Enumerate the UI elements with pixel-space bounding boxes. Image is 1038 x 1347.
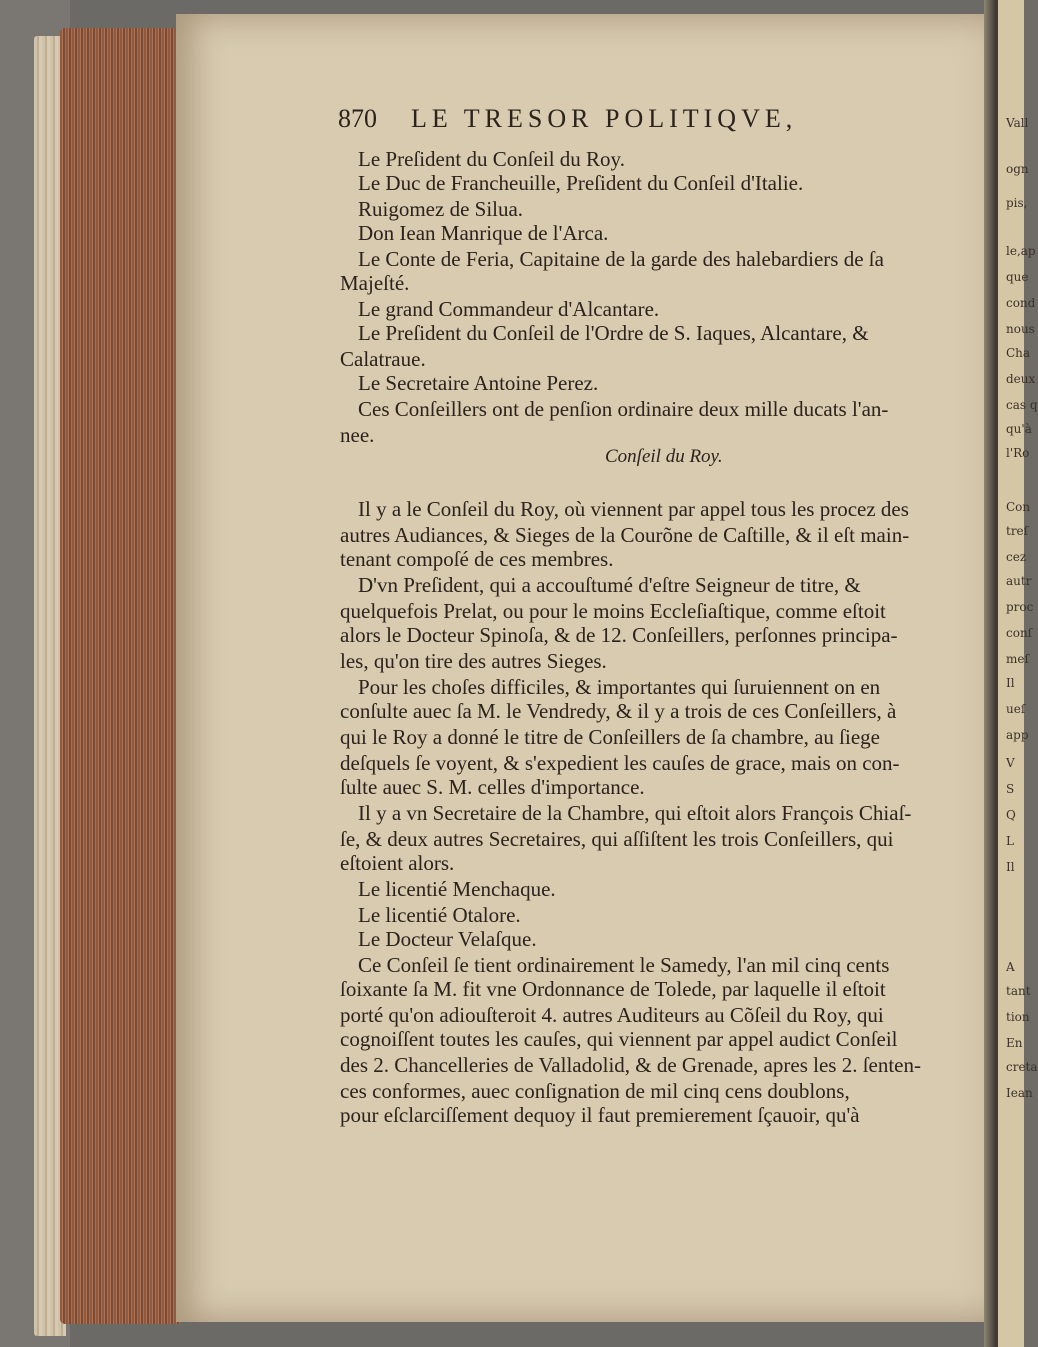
text-line: D'vn Preſident, qui a accouſtumé d'eſtre Seigneur de titre, & — [358, 573, 861, 597]
text-line: Le Preſident du Conſeil de l'Ordre de S. Iaques, Alcantare, & — [358, 321, 869, 345]
facing-fragment: Cha — [1006, 346, 1031, 360]
facing-fragment: autr — [1006, 574, 1032, 588]
facing-fragment: ueſ — [1006, 702, 1026, 716]
text-line: nee. — [340, 423, 375, 447]
text-line: conſulte auec ſa M. le Vendredy, & il y a trois de ces Conſeillers, à — [340, 699, 897, 723]
text-line: ſulte auec S. M. celles d'importance. — [340, 775, 645, 799]
text-line: Le Conte de Feria, Capitaine de la garde des halebardiers de ſa — [358, 247, 884, 271]
text-line: quelquefois Prelat, ou pour le moins Eccleſiaſtique, comme eſtoit — [340, 599, 886, 623]
text-line: Il y a le Conſeil du Roy, où viennent par appel tous les procez des — [358, 497, 909, 521]
text-line: Le licentié Menchaque. — [358, 877, 556, 901]
text-line: porté qu'on adiouſteroit 4. autres Auditeurs au Cõſeil du Roy, qui — [340, 1003, 884, 1027]
text-line: Ruigomez de Silua. — [358, 197, 524, 221]
text-line: Majeſté. — [340, 271, 410, 295]
text-line: ſe, & deux autres Secretaires, qui aſſiſtent les trois Conſeillers, qui — [340, 827, 894, 851]
facing-fragment: conſ — [1006, 626, 1033, 640]
text-line: Le Docteur Velaſque. — [358, 927, 537, 951]
text-line: les, qu'on tire des autres Sieges. — [340, 649, 607, 673]
facing-fragment: treſ — [1006, 524, 1029, 538]
text-line: des 2. Chancelleries de Valladolid, & de Grenade, apres les 2. ſenten- — [340, 1053, 921, 1077]
facing-fragment: qu'à — [1006, 422, 1032, 436]
facing-fragment: meſ — [1006, 652, 1029, 666]
text-line: ces conformes, auec conſignation de mil cinq cens doublons, — [340, 1079, 850, 1103]
running-header — [338, 104, 797, 134]
facing-fragment: creta — [1006, 1060, 1038, 1074]
page-number: 870 — [338, 104, 377, 133]
facing-fragment: Il — [1006, 676, 1015, 690]
facing-fragment: S — [1006, 782, 1015, 796]
facing-fragment: proc — [1006, 600, 1034, 614]
text-line: tenant compoſé de ces membres. — [340, 547, 614, 571]
text-line: Le Secretaire Antoine Perez. — [358, 371, 599, 395]
text-line: Ce Conſeil ſe tient ordinairement le Samedy, l'an mil cinq cents — [358, 953, 890, 977]
facing-fragment: ogn — [1006, 162, 1029, 176]
text-line: cognoiſſent toutes les cauſes, qui viennent par appel audict Conſeil — [340, 1027, 898, 1051]
section-title: Conſeil du Roy. — [605, 446, 723, 467]
facing-fragment: que — [1006, 270, 1029, 284]
text-line: pour eſclarciſſement dequoy il faut premierement ſçauoir, qu'à — [340, 1103, 860, 1127]
facing-fragment: A — [1006, 960, 1015, 974]
facing-fragment: L — [1006, 834, 1014, 848]
text-line: Ces Conſeillers ont de penſion ordinaire deux mille ducats l'an- — [358, 397, 889, 421]
facing-fragment: Q — [1006, 808, 1016, 822]
text-line: Le Duc de Francheuille, Preſident du Conſeil d'Italie. — [358, 171, 804, 195]
facing-fragment: Con — [1006, 500, 1031, 514]
facing-fragment: Vall — [1006, 116, 1029, 130]
text-line: Calatraue. — [340, 347, 426, 371]
text-line: ſoixante ſa M. fit vne Ordonnance de Tolede, par laquelle il eſtoit — [340, 977, 886, 1001]
text-line: autres Audiances, & Sieges de la Courõne de Caſtille, & il eſt main- — [340, 523, 910, 547]
facing-fragment: le,ap — [1006, 244, 1036, 258]
facing-fragment: cez — [1006, 550, 1027, 564]
text-line: eſtoient alors. — [340, 851, 455, 875]
text-line: Le grand Commandeur d'Alcantare. — [358, 297, 660, 321]
facing-fragment: cas q — [1006, 398, 1038, 412]
facing-fragment: app — [1006, 728, 1029, 742]
text-line: Il y a vn Secretaire de la Chambre, qui eſtoit alors François Chiaſ- — [358, 801, 912, 825]
facing-fragment: l'Ro — [1006, 446, 1030, 460]
facing-fragment: pis, — [1006, 196, 1028, 210]
facing-fragment: Il — [1006, 860, 1015, 874]
text-line: Don Iean Manrique de l'Arca. — [358, 221, 609, 245]
facing-fragment: nous — [1006, 322, 1035, 336]
text-line: deſquels ſe voyent, & s'expedient les cauſes de grace, mais on con- — [340, 751, 900, 775]
text-line: Le licentié Otalore. — [358, 903, 521, 927]
text-line: alors le Docteur Spinoſa, & de 12. Conſeillers, perſonnes principa- — [340, 623, 898, 647]
running-title: LE TRESOR POLITIQVE, — [411, 104, 798, 133]
facing-fragment: cond — [1006, 296, 1036, 310]
facing-fragment: En — [1006, 1036, 1023, 1050]
facing-fragment: tant — [1006, 984, 1031, 998]
text-line: qui le Roy a donné le titre de Conſeillers de ſa chambre, au ſiege — [340, 725, 880, 749]
facing-fragment: tion — [1006, 1010, 1030, 1024]
text-line: Pour les choſes difficiles, & importantes qui ſuruiennent on en — [358, 675, 881, 699]
text-line: Le Preſident du Conſeil du Roy. — [358, 147, 625, 171]
facing-fragment: V — [1006, 756, 1015, 770]
facing-fragment: deux — [1006, 372, 1036, 386]
facing-fragment: Iean — [1006, 1086, 1033, 1100]
